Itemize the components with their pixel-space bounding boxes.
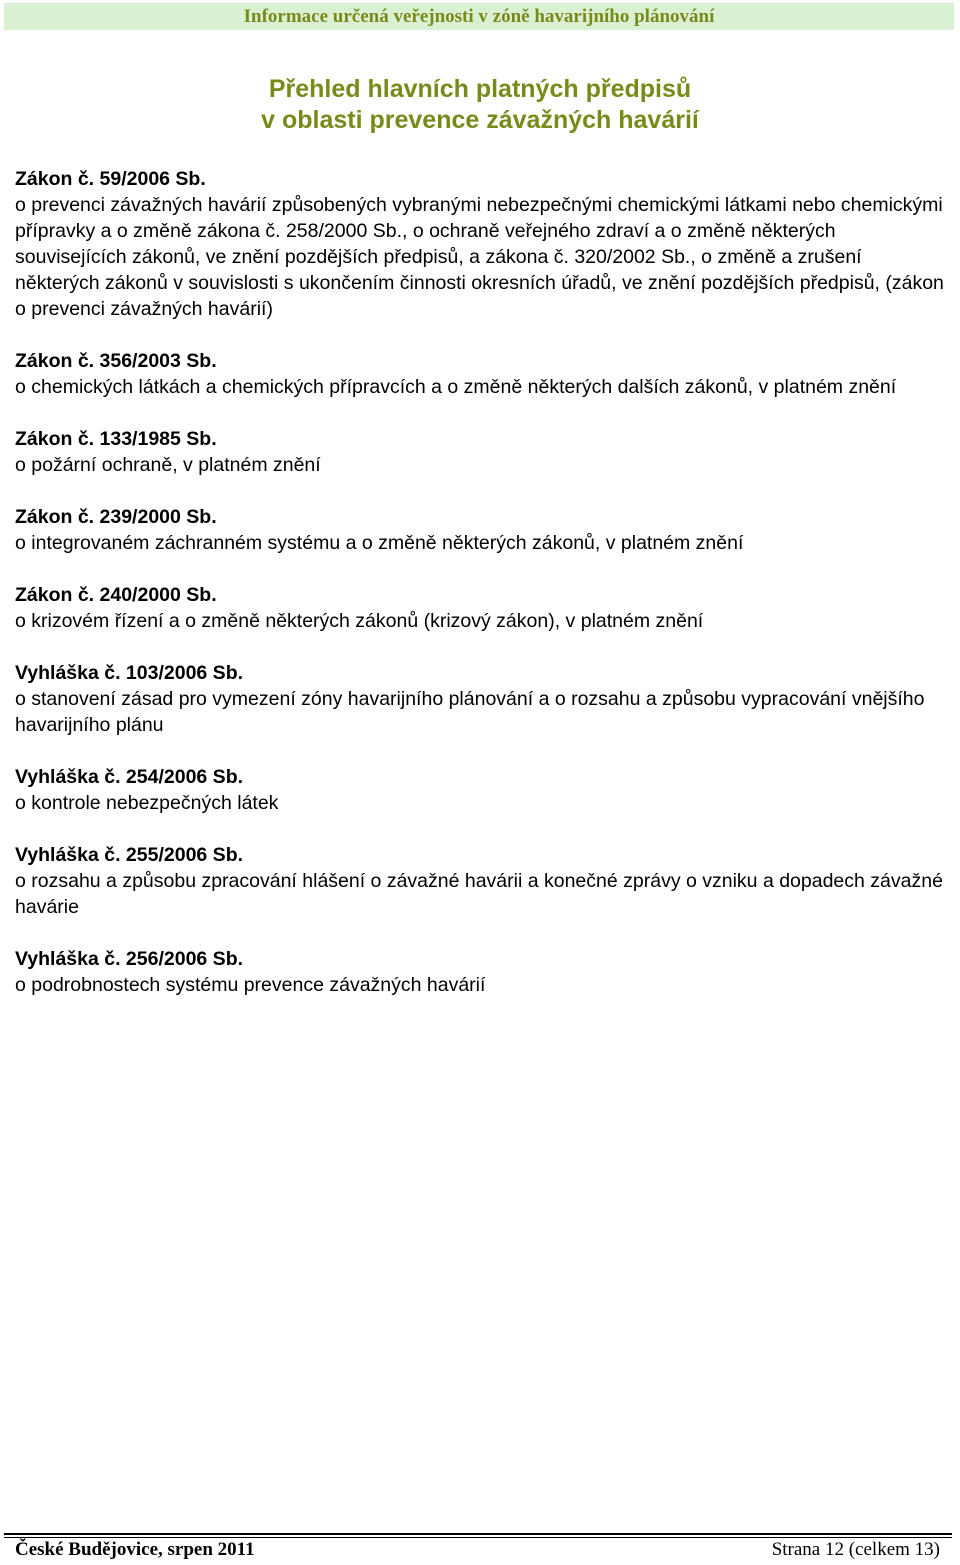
- regulation-description: o podrobnostech systému prevence závažných havárií: [15, 974, 486, 996]
- list-item: [15, 348, 950, 400]
- footer-divider: [4, 1533, 952, 1535]
- list-item: [15, 582, 950, 634]
- title-line-2: v oblasti prevence závažných havárií: [261, 106, 699, 134]
- regulation-description: o krizovém řízení a o změně některých zákonů (krizový zákon), v platném znění: [15, 610, 704, 632]
- regulation-number: Zákon č. 239/2000 Sb.: [15, 506, 217, 528]
- regulation-description: o rozsahu a způsobu zpracování hlášení o závažné havárii a konečné zprávy o vzniku a dopadech závažné havárie: [15, 870, 943, 918]
- regulation-number: Vyhláška č. 254/2006 Sb.: [15, 766, 244, 788]
- regulation-number: Zákon č. 133/1985 Sb.: [15, 428, 217, 450]
- regulation-description: o kontrole nebezpečných látek: [15, 792, 279, 814]
- list-item: [15, 426, 950, 478]
- regulation-description: o požární ochraně, v platném znění: [15, 454, 321, 476]
- regulation-number: Zákon č. 240/2000 Sb.: [15, 584, 217, 606]
- footer-divider-thin: [4, 1537, 952, 1538]
- header-text: Informace určená veřejnosti v zóně havarijního plánování: [243, 5, 715, 27]
- list-item: [15, 764, 950, 816]
- regulation-description: o stanovení zásad pro vymezení zóny havarijního plánování a o rozsahu a způsobu vypracování vnějšího havarijního plánu: [15, 688, 925, 736]
- regulation-number: Vyhláška č. 103/2006 Sb.: [15, 662, 244, 684]
- regulation-description: o integrovaném záchranném systému a o změně některých zákonů, v platném znění: [15, 532, 744, 554]
- list-item: [15, 842, 950, 920]
- regulation-description: o prevenci závažných havárií způsobených vybranými nebezpečnými chemickými látkami nebo chemickými přípravky a o změně zákona č. 258/2000 Sb., o ochraně veřejného zdraví a o změně některých souvisejících zákonů, ve znění pozdějších předpisů, a zákona č. 320/2002 Sb., o změně a zrušení některých zákonů v souvislosti s ukončením činnosti okresních úřadů, ve znění pozdějších předpisů, (zákon o prevenci závažných havárií): [15, 194, 944, 320]
- list-item: [15, 660, 950, 738]
- regulation-number: Zákon č. 356/2003 Sb.: [15, 350, 217, 372]
- footer-place-date: České Budějovice, srpen 2011: [15, 1539, 255, 1560]
- regulation-description: o chemických látkách a chemických přípravcích a o změně některých dalších zákonů, v platném znění: [15, 376, 897, 398]
- regulation-number: Vyhláška č. 255/2006 Sb.: [15, 844, 244, 866]
- list-item: [15, 946, 950, 998]
- regulation-number: Zákon č. 59/2006 Sb.: [15, 168, 206, 190]
- regulation-number: Vyhláška č. 256/2006 Sb.: [15, 948, 244, 970]
- list-item: [15, 166, 950, 322]
- page-title: [0, 74, 960, 136]
- title-line-1: Přehled hlavních platných předpisů: [268, 75, 692, 103]
- footer-page-number: Strana 12 (celkem 13): [771, 1539, 940, 1560]
- page-header: [4, 3, 954, 30]
- list-item: [15, 504, 950, 556]
- regulations-list: [15, 166, 950, 1024]
